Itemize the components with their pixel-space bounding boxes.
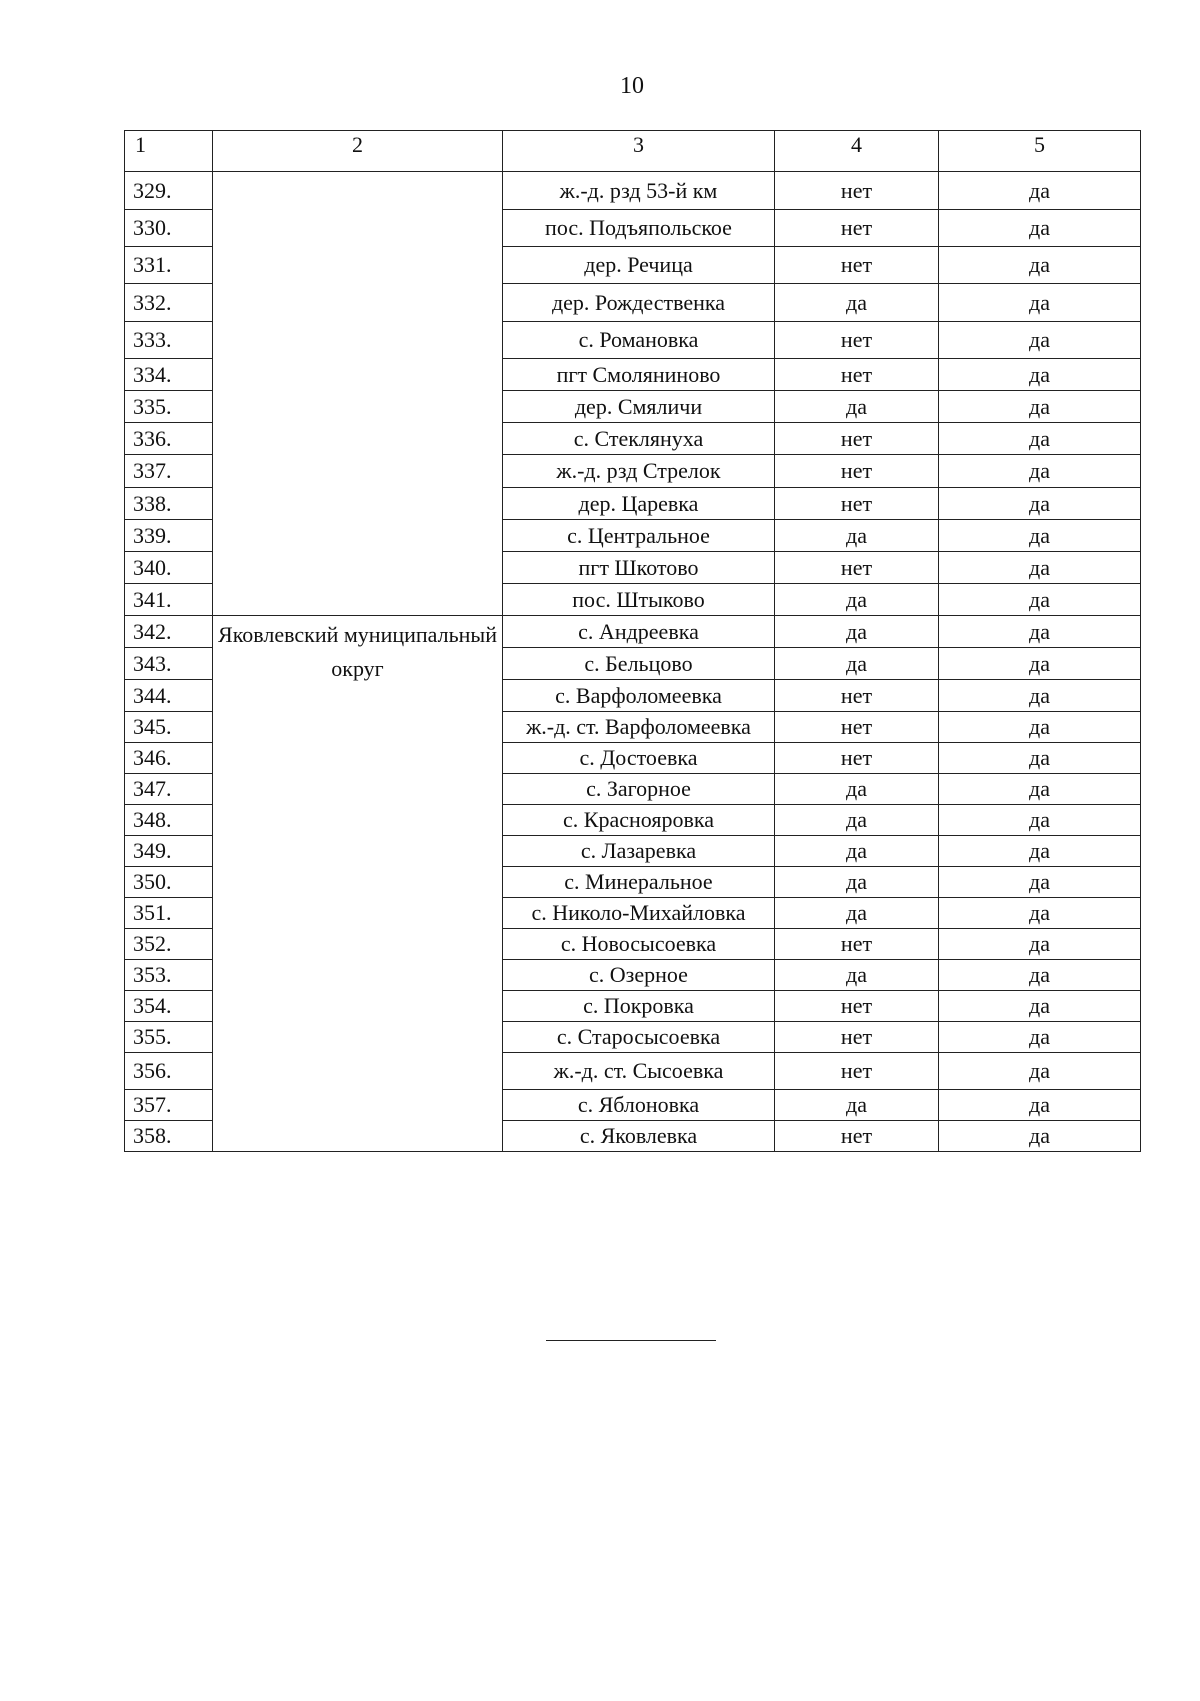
settlement-name-cell: с. Бельцово — [503, 648, 775, 680]
row-number-cell: 334. — [125, 359, 213, 391]
column-4-cell: нет — [775, 552, 939, 584]
column-4-cell: да — [775, 284, 939, 322]
row-number-cell: 350. — [125, 867, 213, 898]
row-number-cell: 336. — [125, 423, 213, 455]
column-4-cell: да — [775, 836, 939, 867]
column-5-cell: да — [939, 322, 1141, 359]
row-number-cell: 332. — [125, 284, 213, 322]
column-4-cell: да — [775, 584, 939, 616]
column-5-cell: да — [939, 210, 1141, 247]
column-5-cell: да — [939, 455, 1141, 488]
column-4-cell: да — [775, 520, 939, 552]
column-4-cell: нет — [775, 680, 939, 712]
row-number-cell: 349. — [125, 836, 213, 867]
row-number-cell: 352. — [125, 929, 213, 960]
column-4-cell: нет — [775, 1121, 939, 1152]
column-5-cell: да — [939, 423, 1141, 455]
settlement-name-cell: с. Николо-Михайловка — [503, 898, 775, 929]
column-5-cell: да — [939, 929, 1141, 960]
column-5-cell: да — [939, 488, 1141, 520]
row-number-cell: 330. — [125, 210, 213, 247]
column-5-cell: да — [939, 172, 1141, 210]
column-5-cell: да — [939, 552, 1141, 584]
column-5-cell: да — [939, 247, 1141, 284]
table-row — [125, 616, 1141, 648]
settlement-name-cell: ж.-д. рзд Стрелок — [503, 455, 775, 488]
settlement-name-cell: с. Стеклянуха — [503, 423, 775, 455]
table-header-row — [125, 131, 1141, 172]
column-5-cell: да — [939, 960, 1141, 991]
column-4-cell: да — [775, 616, 939, 648]
column-4-cell: нет — [775, 322, 939, 359]
settlement-name-cell: ж.-д. ст. Сысоевка — [503, 1053, 775, 1090]
settlement-name-cell: дер. Рождественка — [503, 284, 775, 322]
column-4-cell: нет — [775, 488, 939, 520]
column-4-cell: да — [775, 774, 939, 805]
end-divider-line — [546, 1340, 716, 1341]
row-number-cell: 331. — [125, 247, 213, 284]
row-number-cell: 356. — [125, 1053, 213, 1090]
column-4-cell: да — [775, 648, 939, 680]
settlement-name-cell: с. Покровка — [503, 991, 775, 1022]
column-4-cell: нет — [775, 247, 939, 284]
column-5-cell: да — [939, 774, 1141, 805]
column-4-cell: нет — [775, 359, 939, 391]
row-number-cell: 351. — [125, 898, 213, 929]
header-cell-3: 3 — [503, 131, 775, 172]
row-number-cell: 341. — [125, 584, 213, 616]
column-4-cell: нет — [775, 1022, 939, 1053]
row-number-cell: 339. — [125, 520, 213, 552]
row-number-cell: 344. — [125, 680, 213, 712]
row-number-cell: 329. — [125, 172, 213, 210]
district-cell: Яковлевский муниципальный округ — [213, 616, 503, 1152]
settlement-name-cell: дер. Речица — [503, 247, 775, 284]
column-5-cell: да — [939, 991, 1141, 1022]
settlement-name-cell: с. Старосысоевка — [503, 1022, 775, 1053]
column-4-cell: нет — [775, 1053, 939, 1090]
column-5-cell: да — [939, 867, 1141, 898]
settlement-name-cell: с. Озерное — [503, 960, 775, 991]
column-4-cell: нет — [775, 455, 939, 488]
column-4-cell: да — [775, 867, 939, 898]
column-4-cell: нет — [775, 929, 939, 960]
settlement-name-cell: с. Романовка — [503, 322, 775, 359]
settlement-name-cell: с. Центральное — [503, 520, 775, 552]
row-number-cell: 346. — [125, 743, 213, 774]
header-cell-1: 1 — [125, 131, 213, 172]
row-number-cell: 358. — [125, 1121, 213, 1152]
settlement-name-cell: с. Минеральное — [503, 867, 775, 898]
column-5-cell: да — [939, 1022, 1141, 1053]
column-5-cell: да — [939, 648, 1141, 680]
column-4-cell: нет — [775, 991, 939, 1022]
column-4-cell: нет — [775, 172, 939, 210]
settlement-name-cell: пгт Шкотово — [503, 552, 775, 584]
header-cell-2: 2 — [213, 131, 503, 172]
column-5-cell: да — [939, 359, 1141, 391]
column-4-cell: да — [775, 898, 939, 929]
column-5-cell: да — [939, 680, 1141, 712]
row-number-cell: 333. — [125, 322, 213, 359]
row-number-cell: 342. — [125, 616, 213, 648]
column-5-cell: да — [939, 1053, 1141, 1090]
column-4-cell: да — [775, 805, 939, 836]
settlement-name-cell: с. Достоевка — [503, 743, 775, 774]
column-5-cell: да — [939, 743, 1141, 774]
column-5-cell: да — [939, 898, 1141, 929]
settlement-name-cell: дер. Царевка — [503, 488, 775, 520]
column-4-cell: нет — [775, 423, 939, 455]
column-5-cell: да — [939, 616, 1141, 648]
table-body — [125, 131, 1141, 1152]
row-number-cell: 345. — [125, 712, 213, 743]
header-cell-5: 5 — [939, 131, 1141, 172]
column-5-cell: да — [939, 805, 1141, 836]
row-number-cell: 353. — [125, 960, 213, 991]
settlement-name-cell: с. Загорное — [503, 774, 775, 805]
column-5-cell: да — [939, 584, 1141, 616]
settlement-name-cell: дер. Смяличи — [503, 391, 775, 423]
column-5-cell: да — [939, 712, 1141, 743]
settlement-name-cell: с. Новосысоевка — [503, 929, 775, 960]
settlements-table — [124, 130, 1141, 1152]
column-4-cell: нет — [775, 712, 939, 743]
settlement-name-cell: пгт Смоляниново — [503, 359, 775, 391]
settlement-name-cell: пос. Подъяпольское — [503, 210, 775, 247]
page-number: 10 — [620, 73, 644, 99]
column-5-cell: да — [939, 520, 1141, 552]
column-4-cell: да — [775, 391, 939, 423]
row-number-cell: 338. — [125, 488, 213, 520]
settlement-name-cell: с. Яковлевка — [503, 1121, 775, 1152]
column-4-cell: нет — [775, 210, 939, 247]
settlement-name-cell: пос. Штыково — [503, 584, 775, 616]
column-4-cell: да — [775, 960, 939, 991]
column-5-cell: да — [939, 391, 1141, 423]
column-5-cell: да — [939, 1090, 1141, 1121]
table-row — [125, 172, 1141, 210]
row-number-cell: 348. — [125, 805, 213, 836]
column-5-cell: да — [939, 836, 1141, 867]
row-number-cell: 337. — [125, 455, 213, 488]
row-number-cell: 354. — [125, 991, 213, 1022]
row-number-cell: 335. — [125, 391, 213, 423]
row-number-cell: 355. — [125, 1022, 213, 1053]
district-cell — [213, 172, 503, 616]
row-number-cell: 340. — [125, 552, 213, 584]
row-number-cell: 343. — [125, 648, 213, 680]
row-number-cell: 347. — [125, 774, 213, 805]
header-cell-4: 4 — [775, 131, 939, 172]
settlement-name-cell: с. Краснояровка — [503, 805, 775, 836]
settlement-name-cell: с. Андреевка — [503, 616, 775, 648]
settlement-name-cell: ж.-д. ст. Варфоломеевка — [503, 712, 775, 743]
column-5-cell: да — [939, 1121, 1141, 1152]
settlement-name-cell: с. Лазаревка — [503, 836, 775, 867]
column-5-cell: да — [939, 284, 1141, 322]
column-4-cell: да — [775, 1090, 939, 1121]
settlement-name-cell: с. Варфоломеевка — [503, 680, 775, 712]
settlement-name-cell: ж.-д. рзд 53-й км — [503, 172, 775, 210]
settlement-name-cell: с. Яблоновка — [503, 1090, 775, 1121]
row-number-cell: 357. — [125, 1090, 213, 1121]
column-4-cell: нет — [775, 743, 939, 774]
